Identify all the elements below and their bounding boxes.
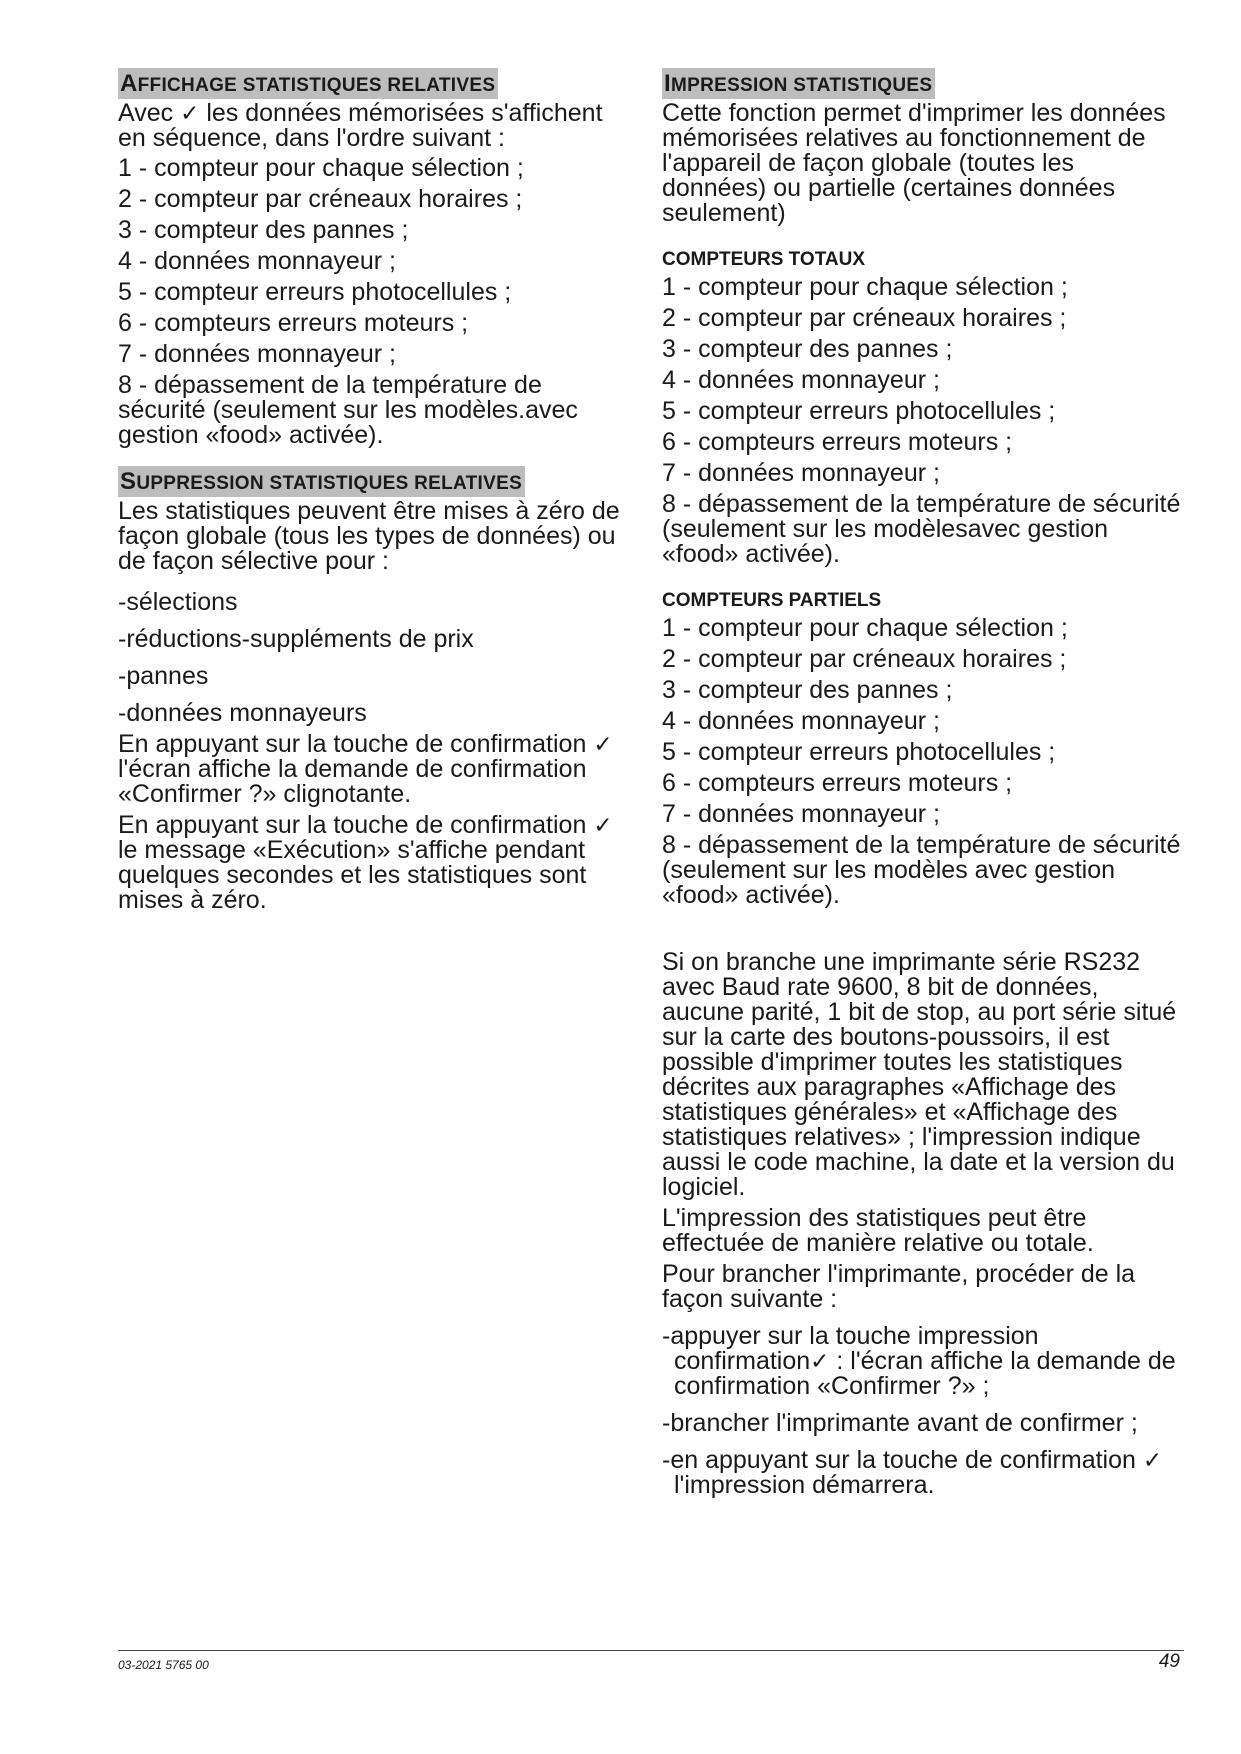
list-item: 1 - compteur pour chaque sélection ; xyxy=(662,273,1068,301)
counter-list-totaux xyxy=(662,272,1182,567)
section-heading-suppression xyxy=(118,466,525,497)
counter-list xyxy=(118,153,630,448)
list-item: 3 - compteur des pannes ; xyxy=(118,216,409,244)
list-item: 8 - dépassement de la température de sécurité (seulement sur les modèles avec gestion «food» activée). xyxy=(662,831,1181,909)
left-column xyxy=(118,68,630,913)
list-item: 5 - compteur erreurs photocellules ; xyxy=(662,397,1056,425)
list-item: 1 - compteur pour chaque sélection ; xyxy=(118,154,524,182)
list-item: 5 - compteur erreurs photocellules ; xyxy=(662,738,1056,766)
list-item: 4 - données monnayeur ; xyxy=(662,707,940,735)
list-item: 3 - compteur des pannes ; xyxy=(662,335,953,363)
paragraph: Les statistiques peuvent être mises à zéro de façon globale (tous les types de données) ou de façon sélective pour : xyxy=(118,497,620,575)
dash-item: -en appuyant sur la touche de confirmation ✓ l'impression démarrera. xyxy=(662,1446,1163,1499)
paragraph: Pour brancher l'imprimante, procéder de la façon suivante : xyxy=(662,1260,1136,1313)
subheading-totaux: COMPTEURS TOTAUX xyxy=(662,249,866,270)
intro-paragraph xyxy=(118,101,630,151)
list-item: 7 - données monnayeur ; xyxy=(662,800,940,828)
dash-item: -appuyer sur la touche impression confirmation✓ : l'écran affiche la demande de confirmation «Confirmer ?» ; xyxy=(662,1322,1176,1400)
list-item: 6 - compteurs erreurs moteurs ; xyxy=(118,309,469,337)
list-item: 2 - compteur par créneaux horaires ; xyxy=(662,645,1067,673)
heading-text: SUPPRESSION STATISTIQUES RELATIVES xyxy=(120,468,523,495)
dash-item: -réductions-suppléments de prix xyxy=(118,625,474,653)
section-heading-affichage xyxy=(118,68,498,99)
list-item: 5 - compteur erreurs photocellules ; xyxy=(118,278,512,306)
list-item: 6 - compteurs erreurs moteurs ; xyxy=(662,428,1013,456)
intro-text: Avec xyxy=(118,99,174,127)
confirmation-paragraph: En appuyant sur la touche de confirmation ✓ l'écran affiche la demande de confirmation «Confirmer ?» clignotante. xyxy=(118,730,613,808)
list-item: 7 - données monnayeur ; xyxy=(118,340,396,368)
right-column xyxy=(662,68,1182,1498)
subheading-partiels: COMPTEURS PARTIELS xyxy=(662,590,882,611)
paragraph: Cette fonction permet d'imprimer les données mémorisées relatives au fonctionnement de l'appareil de façon globale (toutes les données) ou partielle (certaines données seulement) xyxy=(662,99,1166,227)
section-heading-impression xyxy=(662,68,935,99)
execution-paragraph: En appuyant sur la touche de confirmation ✓ le message «Exécution» s'affiche pendant quelques secondes et les statistiques sont mises à zéro. xyxy=(118,811,613,914)
list-item: 2 - compteur par créneaux horaires ; xyxy=(118,185,523,213)
check-icon: ✓ xyxy=(1142,1447,1163,1473)
check-icon: ✓ xyxy=(593,812,613,838)
list-item: 1 - compteur pour chaque sélection ; xyxy=(662,614,1068,642)
list-item: 7 - données monnayeur ; xyxy=(662,459,940,487)
footer-divider xyxy=(118,1650,1184,1651)
paragraph: L'impression des statistiques peut être effectuée de manière relative ou totale. xyxy=(662,1204,1094,1257)
heading-text: IMPRESSION STATISTIQUES xyxy=(664,70,933,97)
document-code: 03-2021 5765 00 xyxy=(118,1658,209,1672)
dash-item: -brancher l'imprimante avant de confirmer ; xyxy=(662,1409,1138,1437)
list-item: 2 - compteur par créneaux horaires ; xyxy=(662,304,1067,332)
dash-item: -données monnayeurs xyxy=(118,699,367,727)
list-item: 6 - compteurs erreurs moteurs ; xyxy=(662,769,1013,797)
list-item: 4 - données monnayeur ; xyxy=(662,366,940,394)
list-item: 4 - données monnayeur ; xyxy=(118,247,396,275)
dash-item: -sélections xyxy=(118,588,238,616)
list-item: 8 - dépassement de la température de sécurité (seulement sur les modèles.avec gestion «food» activée). xyxy=(118,371,578,449)
list-item: 8 - dépassement de la température de sécurité (seulement sur les modèlesavec gestion «food» activée). xyxy=(662,490,1181,568)
page-number: 49 xyxy=(1158,1651,1180,1672)
check-icon: ✓ xyxy=(180,100,200,126)
dash-list xyxy=(118,584,630,732)
counter-list-partiels xyxy=(662,613,1182,908)
check-icon: ✓ xyxy=(593,731,613,757)
printer-paragraph: Si on branche une imprimante série RS232 avec Baud rate 9600, 8 bit de données, aucune parité, 1 bit de stop, au port série situé sur la carte des boutons-poussoirs, il est possible d'imprimer toutes les statistiques décrites aux paragraphes «Affichage des statistiques générales» et «Affichage des statistiques relatives» ; l'impression indique aussi le code machine, la date et la version du logiciel. xyxy=(662,948,1177,1201)
intro-text-continued: les données mémorisées s'affichent en séquence, dans l'ordre suivant : xyxy=(118,99,603,152)
list-item: 3 - compteur des pannes ; xyxy=(662,676,953,704)
steps-list xyxy=(662,1324,1182,1498)
dash-item: -pannes xyxy=(118,662,209,690)
check-icon: ✓ xyxy=(810,1348,830,1374)
heading-text: AFFICHAGE STATISTIQUES RELATIVES xyxy=(120,70,496,97)
